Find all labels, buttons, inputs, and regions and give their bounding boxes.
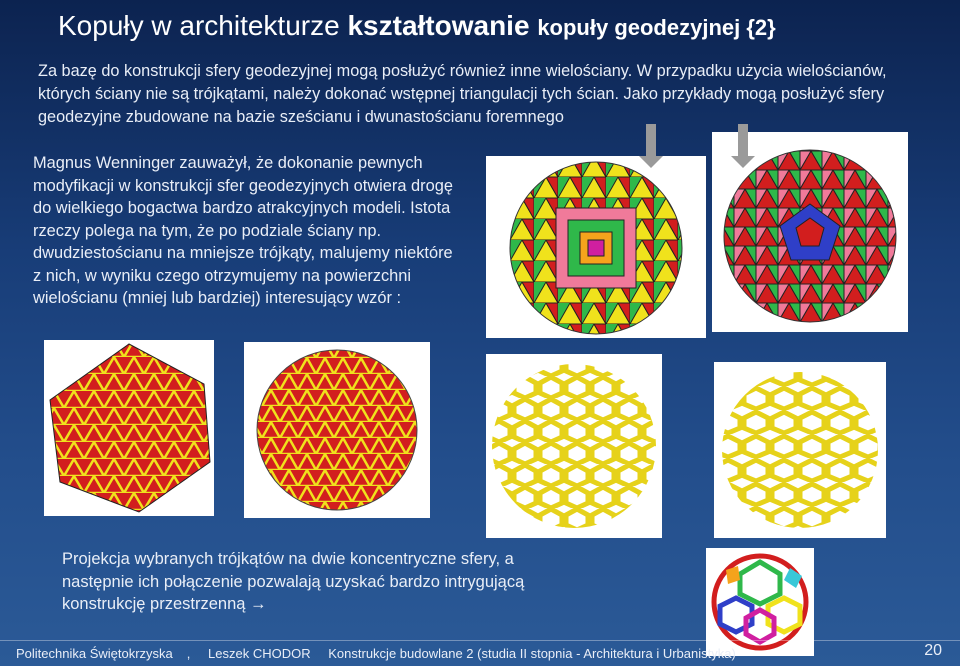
footer-divider [0, 640, 960, 641]
wenninger-paragraph: Magnus Wenninger zauważył, że dokonanie pewnych modyfikacji w konstrukcji sfer geodezyjnych otwiera drogę do wielkiego bogactwa bardzo atrakcyjnych modeli. Istota rzeczy polega na tym, że po podziale ściany np. dwudziestościanu na mniejsze trójkąty, malujemy niektóre z nich, w wyniku czego otrzymujemy na powierzchni wielościanu (mniej lub bardziej) interesujący wzór : [33, 154, 453, 307]
right-arrow-icon: → [250, 595, 267, 613]
intro-text: Za bazę do konstrukcji sfery geodezyjnej mogą posłużyć również inne wielościany. W przypadku użycia wielościanów, których ściany nie są trójkątami, należy dokonać wstępnej triangulacji tych ścian. Jako przykłady mogą posłużyć sfery geodezyjne zbudowane na bazie sześcianu i dwunastościanu foremnego [38, 62, 887, 126]
down-arrow-icon [646, 124, 656, 158]
page-number: 20 [924, 642, 942, 659]
footer-author: Leszek CHODOR [208, 646, 311, 661]
title-sub: kopuły geodezyjnej {2} [537, 15, 776, 40]
projection-text: Projekcja wybranych trójkątów na dwie koncentryczne sfery, a następnie ich połączenie pozwalają uzyskać bardzo intrygującą konstrukcję przestrzenną [62, 550, 525, 613]
icosahedron-pattern-image [44, 340, 214, 516]
yellow-lattice-sphere-1-image [486, 354, 662, 538]
title-bold: kształtowanie [347, 10, 530, 41]
footer-separator: , [186, 646, 191, 661]
down-arrow-icon [738, 124, 748, 158]
footer-course: Konstrukcje budowlane 2 (studia II stopnia - Architektura i Urbanistyka) [328, 646, 736, 661]
cube-geodesic-sphere-image [486, 156, 706, 338]
footer-school: Politechnika Świętokrzyska [16, 646, 173, 661]
slide-title [58, 10, 776, 42]
yellow-lattice-sphere-2-image [714, 362, 886, 538]
footer [16, 646, 750, 661]
red-yellow-sphere-image [244, 342, 430, 518]
projection-paragraph [62, 548, 532, 616]
title-main: Kopuły w architekturze [58, 10, 340, 41]
